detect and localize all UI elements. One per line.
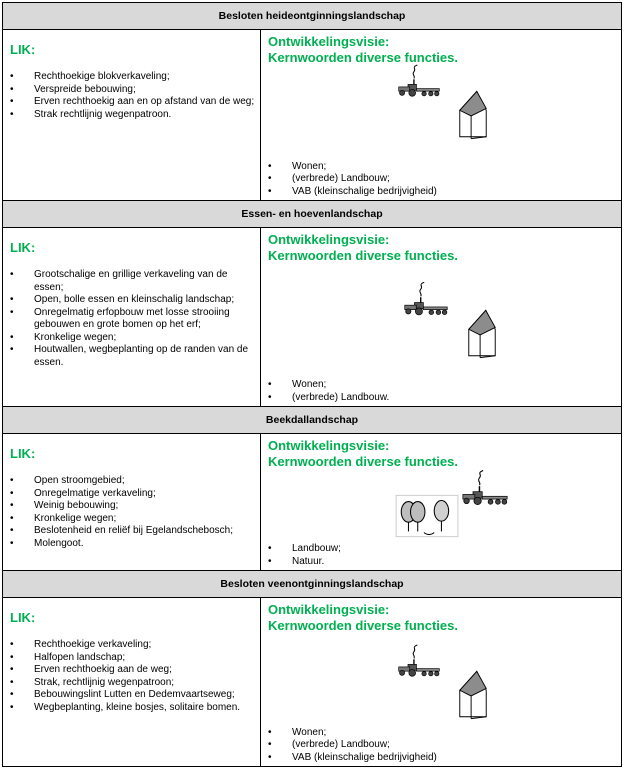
lik-item: • Open stroomgebied; [3,475,260,488]
lik-list [3,71,260,121]
section-row [3,434,622,571]
functie-item: • Landbouw; [261,543,621,556]
lik-item: • Erven rechthoekig aan de weg; [3,664,260,677]
visie-heading [268,34,621,66]
farmhouse-icon [456,668,490,722]
lik-list [3,475,260,550]
section-row [3,30,622,201]
lik-heading: LIK: [10,610,36,625]
functies-list [261,161,621,199]
visie-heading [268,438,621,470]
section-title: Besloten heideontginningslandschap [3,3,622,30]
functie-item: • Wonen; [261,727,621,740]
lik-item: • Onregelmatig erfopbouw met losse strooiing gebouwen en grote bomen op het erf; [3,307,260,332]
tractor-with-trailer-icon [397,644,441,678]
visie-subtitle: Kernwoorden diverse functies. [268,454,458,469]
lik-item: • Wegbeplanting, kleine bosjes, solitaire bomen. [3,702,260,715]
visie-subtitle: Kernwoorden diverse functies. [268,50,458,65]
functies-list [261,543,621,568]
functie-item: • VAB (kleinschalige bedrijvigheid) [261,186,621,199]
section-header [3,571,622,598]
section-title: Beekdallandschap [3,407,622,434]
lik-heading: LIK: [10,446,36,461]
lik-item: • Strak, rechtlijnig wegenpatroon; [3,677,260,690]
visie-heading [268,232,621,264]
lik-item: • Molengoot. [3,538,260,551]
trees-icon [393,492,461,540]
landscape-table [2,2,622,767]
lik-list [3,269,260,369]
lik-item: • Grootschalige en grillige verkaveling van de essen; [3,269,260,294]
lik-item: • Rechthoekige verkaveling; [3,639,260,652]
section-row [3,228,622,407]
functie-item: • Wonen; [261,161,621,174]
functie-item: • Wonen; [261,379,621,392]
lik-item: • Onregelmatige verkaveling; [3,488,260,501]
lik-cell [3,434,261,571]
visie-subtitle: Kernwoorden diverse functies. [268,248,458,263]
lik-item: • Open, bolle essen en kleinschalig landschap; [3,294,260,307]
visie-subtitle: Kernwoorden diverse functies. [268,618,458,633]
section-header [3,407,622,434]
lik-cell [3,598,261,767]
visie-title: Ontwikkelingsvisie: [268,232,390,247]
lik-cell [3,228,261,407]
lik-item: • Bebouwingslint Lutten en Dedemvaartseweg; [3,689,260,702]
lik-item: • Kronkelige wegen; [3,332,260,345]
lik-item: • Erven rechthoekig aan en op afstand van de weg; [3,96,260,109]
visie-cell [261,30,622,201]
lik-item: • Strak rechtlijnig wegenpatroon. [3,109,260,122]
functies-list [261,379,621,404]
lik-item: • Kronkelige wegen; [3,513,260,526]
lik-heading: LIK: [10,42,36,57]
visie-cell [261,228,622,407]
section-row [3,598,622,767]
farmhouse-icon [465,306,499,362]
lik-list [3,639,260,714]
functie-item: • (verbrede) Landbouw; [261,173,621,186]
functie-item: • VAB (kleinschalige bedrijvigheid) [261,752,621,765]
lik-item: • Beslotenheid en reliëf bij Egelandschebosch; [3,525,260,538]
lik-item: • Verspreide bebouwing; [3,84,260,97]
lik-item: • Halfopen landschap; [3,652,260,665]
section-title: Besloten veenontginningslandschap [3,571,622,598]
visie-title: Ontwikkelingsvisie: [268,438,390,453]
lik-item: • Rechthoekige blokverkaveling; [3,71,260,84]
visie-heading [268,602,621,634]
functies-list [261,727,621,765]
lik-heading: LIK: [10,240,36,255]
visie-cell [261,598,622,767]
lik-cell [3,30,261,201]
section-header [3,3,622,30]
section-header [3,201,622,228]
functie-item: • (verbrede) Landbouw; [261,739,621,752]
tractor-with-trailer-icon [461,470,509,506]
farmhouse-icon [456,88,490,142]
functie-item: • (verbrede) Landbouw. [261,392,621,405]
section-title: Essen- en hoevenlandschap [3,201,622,228]
tractor-with-trailer-icon [403,282,449,316]
visie-title: Ontwikkelingsvisie: [268,34,390,49]
functie-item: • Natuur. [261,556,621,569]
visie-title: Ontwikkelingsvisie: [268,602,390,617]
tractor-with-trailer-icon [397,64,441,98]
lik-item: • Weinig bebouwing; [3,500,260,513]
lik-item: • Houtwallen, wegbeplanting op de randen van de essen. [3,344,260,369]
visie-cell [261,434,622,571]
